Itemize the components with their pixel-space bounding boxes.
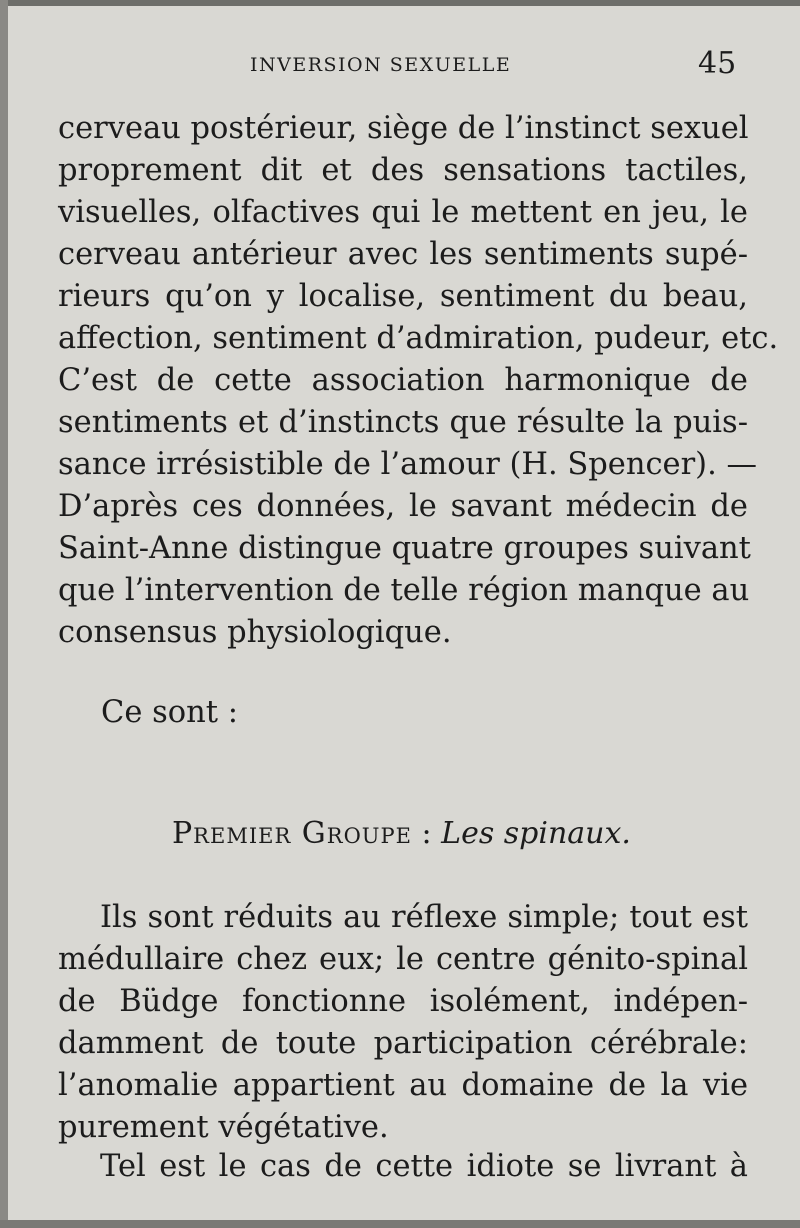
section-subtitle: Les spinaux. [441,816,631,851]
text-line: que l’intervention de telle région manque au [58,573,750,608]
text-line: de Büdge fonctionne isolément, indépen- [58,984,748,1019]
text-line: sance irrésistible de l’amour (H. Spencer). — [58,447,757,482]
text-line: damment de toute participation cérébrale: [58,1026,748,1061]
text-line: cerveau antérieur avec les sentiments supé- [58,237,748,272]
text-line: médullaire chez eux; le centre génito-spinal [58,942,748,977]
text-line: D’après ces données, le savant médecin de [58,489,748,524]
paragraph-3 [58,1146,748,1188]
text-line: affection, sentiment d’admiration, pudeur, etc. [58,321,779,356]
page-header [0,46,800,86]
intro-line: Ce sont : [101,695,238,730]
scan-edge-left [0,0,8,1228]
text-line: consensus physiologique. [58,615,452,650]
text-line: rieurs qu’on y localise, sentiment du beau, [58,279,748,314]
paragraph-2 [58,897,748,1149]
section-heading [172,813,631,855]
text-line: sentiments et d’instincts que résulte la puis- [58,405,748,440]
scan-edge-bottom [0,1220,800,1228]
section-title: Premier Groupe [172,816,412,851]
text-line: Ils sont réduits au réflexe simple; tout est [100,900,748,935]
page-number: 45 [698,46,737,81]
text-line: visuelles, olfactives qui le mettent en jeu, le [58,195,748,230]
running-title: INVERSION SEXUELLE [250,54,512,76]
text-line: Saint-Anne distingue quatre groupes suivant [58,531,751,566]
section-separator: : [411,816,442,851]
text-line: cerveau postérieur, siège de l’instinct sexuel [58,111,749,146]
paragraph-1 [58,108,779,654]
text-line: l’anomalie appartient au domaine de la vie [58,1068,748,1103]
text-line: proprement dit et des sensations tactiles, [58,153,748,188]
scan-edge-top [0,0,800,6]
text-line: purement végétative. [58,1110,389,1145]
text-line: C’est de cette association harmonique de [58,363,748,398]
text-line: Tel est le cas de cette idiote se livrant à [100,1149,748,1184]
